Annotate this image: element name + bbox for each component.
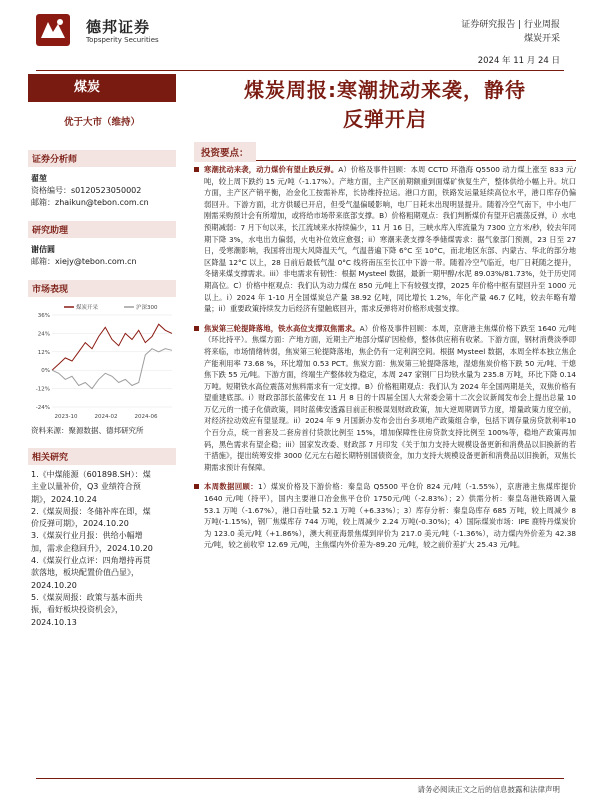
tebon-logo <box>36 14 70 46</box>
analyst-info <box>28 173 176 209</box>
related-report-line: 1.《中煤能源（601898.SH）：煤 <box>31 470 151 479</box>
key-points-label: 投资要点： <box>194 142 256 162</box>
key-point-lead: 寒潮扰动来袭，动力煤价有望止跌反弹。 <box>204 165 339 174</box>
market-chart-svg <box>28 301 176 421</box>
chart-y-tick: -24% <box>35 405 50 411</box>
key-point-text: A）价格及事件回顾：本周 CCTD 环渤海 Q5500 动力煤上涨至 833 元/吨，较上周下跌约 15 元/吨（-1.17%）。产地方面，主产区前期额重到面煤矿恢复生产，整体供给小幅上升。坑口方面，主产区产销平衡，冶金化工按需补库，长协维持拉运。港口方面，铁路发运量延续高位水平，港口库存仍偏弱回升。下游方面，北方供暖已开启，但受气温偏暖影响，电厂日耗未出现明显提升。随着冷空气南下，中小电厂刚需采购预计会有所增加，或将给市场带来底部支撑。B）价格粗期观点：我们判断煤价有望开启震荡反弹，i）水电预期减弱：7 月下旬以来，长江流域来水持续偏少，11 月 16 日，三峡水库入库流量为 7300 立方米/秒，较去年同期下降 3%，水电出力偏弱，火电补位效应愈强；ii）寒潮来袭支撑冬季储煤需求：据气象部门预测，23 日至 27 日，受寒潮影响，我国将出现大风降温天气，气温普遍下降 6°C 至 10°C，而北地区东部、内蒙古、华北的部分地区降温 12°C 以上，28 日前后最低气温 0°C 线将南压至长江中下游一带。随着冷空气临近，电厂日耗随之提升，冬储来煤支撑需求。iii）非电需求有韧性：根据 Mysteel 数据，最新一期甲醇/水泥 89.03%/81.73%，处于历史同期高位。C）价格中枢观点：我们认为动力煤在 850 元/吨上下有较强支撑，2025 年价格中枢有望回升至 1000 元以上。i）2024 年 1-10 月全国煤炭总产量 38.92 亿吨，同比增长 1.2%，年化产量 46.7 亿吨，较去年略有增量；ii）重要政策持续发力后经济有望触底回升，需求反弹将对价格形成强支撑。 <box>204 165 576 314</box>
key-point-paragraph <box>194 323 576 474</box>
footer-divider <box>36 778 564 779</box>
analyst-section-title: 证券分析师 <box>28 150 176 167</box>
key-point-lead: 本周数据回顾： <box>204 482 258 492</box>
market-section-title: 市场表现 <box>28 280 176 297</box>
related-report-line: 4.《煤炭行业点评：四角增持再贯 <box>31 556 151 566</box>
report-type: 证券研究报告 | 行业周报 <box>461 20 560 30</box>
related-report-line: 价反弹可期》，2024.10.20 <box>31 519 129 529</box>
brand-name: 德邦证券 <box>86 18 151 36</box>
industry-banner: 煤炭 <box>28 74 176 102</box>
related-report-line: 主业以量补价，Q3 业绩符合预 <box>31 482 141 492</box>
report-date: 2024 年 11 月 24 日 <box>477 56 560 66</box>
assistant-email[interactable]: 邮箱：xiejy@tebon.com.cn <box>31 257 137 266</box>
industry-rating: 优于大市（维持） <box>63 117 140 128</box>
report-meta <box>461 18 560 68</box>
chart-y-tick: -12% <box>35 386 50 393</box>
related-reports <box>28 469 176 629</box>
analyst-email[interactable]: 邮箱：zhaikun@tebon.com.cn <box>31 198 149 207</box>
chart-series-line <box>52 349 172 389</box>
sidebar <box>28 74 176 774</box>
chart-x-tick: 2024-02 <box>94 414 118 420</box>
chart-source: 资料来源：聚源数据、德邦研究所 <box>31 426 144 435</box>
related-report-line: 2.《煤炭周报：冬储补库在即，煤 <box>31 506 151 516</box>
related-report-line: 振，看好板块投资机会》， <box>31 605 123 615</box>
related-report-line: 5.《煤炭周报：政策与基本面共 <box>31 592 143 602</box>
key-points-body <box>194 164 576 551</box>
report-sector: 煤炭开采 <box>523 34 560 44</box>
brand-name-en: Topsperity Securities <box>86 36 159 44</box>
analyst-cert: 资格编号：s0120523050002 <box>31 186 142 195</box>
legend-label: 煤炭开采 <box>76 305 99 311</box>
key-point-paragraph <box>194 164 576 315</box>
chart-y-tick: 12% <box>37 349 50 356</box>
footer-disclaimer: 请务必阅读正文之后的信息披露和法律声明 <box>417 785 560 794</box>
key-point-text: A）价格及事件回顾：本周，京唐港主焦煤价格下跌至 1640 元/吨（环比持平）。焦煤方面：产地方面，近期主产地部分煤矿因检修，整体供应稍有收紧。下游方面，钢材消费淡季即将来临，市场情绪转弱，焦炭第三轮提降落地，焦企仍有一定利润空间。根据 Mysteel 数据，本周全样本独立焦企产能利用率 73.68 %，环比增加 0.53 PCT。焦炭方面：焦炭第三轮提降落地，湿熄焦炭价格下跌 50 元/吨、干熄焦下跌 55 元/吨。下游方面，终端生产整体较为稳定，本周 247 家钢厂日均铁水量为 235.8 万吨，环比下降 0.14 万吨。短期铁水高位震荡对焦料需求有一定支撑。B）价格粗期观点：我们认为 2024 年全国两期是关，双焦价格有望重建底部。i）财政部部长蓝佛安在 11 月 8 日的十四届全国人大常委会第十二次会议新闻发布会上提出总量 10 万亿元的一揽子化债政策，同时蓝佛安透露目前正积极谋划财政政策，加大逆周期调节力度，增量政策力度空前，对经济拉动效应有望显现。ii）2024 年 9 月国新办发布会出台多项地产政策组合拳，包括下调存量房贷款利率10 个百分点，统一首套及二套房首付贷款比例至 15%，增加保障性住房贷款支持比例至 100%等，稳地产政策再加码，黑色需求有望企稳；iii）国家发改委、财政部 7 月印发《关于加力支持大规模设备更新和消费品以旧换新的若干措施》，提出统筹安排 3000 亿元左右超长期特别国债资金，加力支持大规模设备更新和消费品以旧换新，双焦长期需求预计有保障。 <box>204 323 576 472</box>
chart-series-line <box>52 324 172 370</box>
key-point-paragraph <box>194 481 576 551</box>
related-report-line: 款落地，板块配置价值凸显》， <box>31 568 139 578</box>
chart-x-tick: 2024-06 <box>134 414 158 420</box>
chart-y-tick: 24% <box>37 331 50 338</box>
analyst-name: 翟堃 <box>31 174 47 183</box>
header-divider <box>36 70 564 71</box>
bullet-icon <box>194 484 199 489</box>
chart-x-tick: 2023-10 <box>54 414 78 420</box>
report-title <box>194 76 576 134</box>
related-report-line: 加，需求企稳回升》，2024.10.20 <box>31 543 153 553</box>
related-report-line: 2024.10.13 <box>31 617 77 627</box>
chart-y-tick: 0% <box>41 368 50 375</box>
legend-label: 沪深300 <box>136 305 158 311</box>
report-title-line1: 煤炭周报:寒潮扰动来袭，静待 <box>244 78 526 102</box>
assistant-info <box>28 244 176 268</box>
main-content <box>194 74 576 559</box>
key-points-bar <box>194 141 576 161</box>
bullet-icon <box>194 326 199 331</box>
key-point-text: 1）煤炭价格及下游价格：秦皇岛 Q5500 平仓价 824 元/吨（-1.55%），京唐港主焦煤库提价 1640 元/吨（持平），国内主要港口冶金焦平仓价 1750元/吨（-2.83%）；2）供需分析：秦皇岛港铁路调入量 53.1 万吨（-1.67%），港口吞吐量 52.1 万吨（+6.33%）；3）库存分析：秦皇岛库存 685 万吨，较上周减少 8 万吨(-1.15%)，钢厂焦煤库存 744 万吨，较上周减少 2.24 万吨(-0.30%)；4）国际煤炭市场：IPE 鹿特丹煤炭价为 123.0 美元/吨（+1.86%），澳大利亚海景焦煤到岸价为 217.0 美元/吨（-1.36%），动力煤内外价差为 42.38 元/吨，较之前收窄 12.69 元/吨，主焦煤内外价差为-89.20 元/吨，较之前价差扩大 25.43 元/吨。 <box>204 482 577 550</box>
related-report-line: 期》，2024.10.24 <box>31 494 97 504</box>
related-report-line: 2024.10.20 <box>31 580 77 590</box>
related-section-title: 相关研究 <box>28 448 176 465</box>
bullet-icon <box>194 167 199 172</box>
key-point-lead: 焦炭第三轮提降落地，铁水高位支撑双焦需求。 <box>204 323 360 333</box>
related-report-line: 3.《煤炭行业月报：供给小幅增 <box>31 531 143 541</box>
chart-y-tick: 36% <box>37 313 50 319</box>
assistant-section-title: 研究助理 <box>28 221 176 238</box>
market-chart <box>28 301 176 421</box>
report-title-line2: 反弹开启 <box>343 107 427 131</box>
assistant-name: 谢佶圆 <box>31 245 55 254</box>
